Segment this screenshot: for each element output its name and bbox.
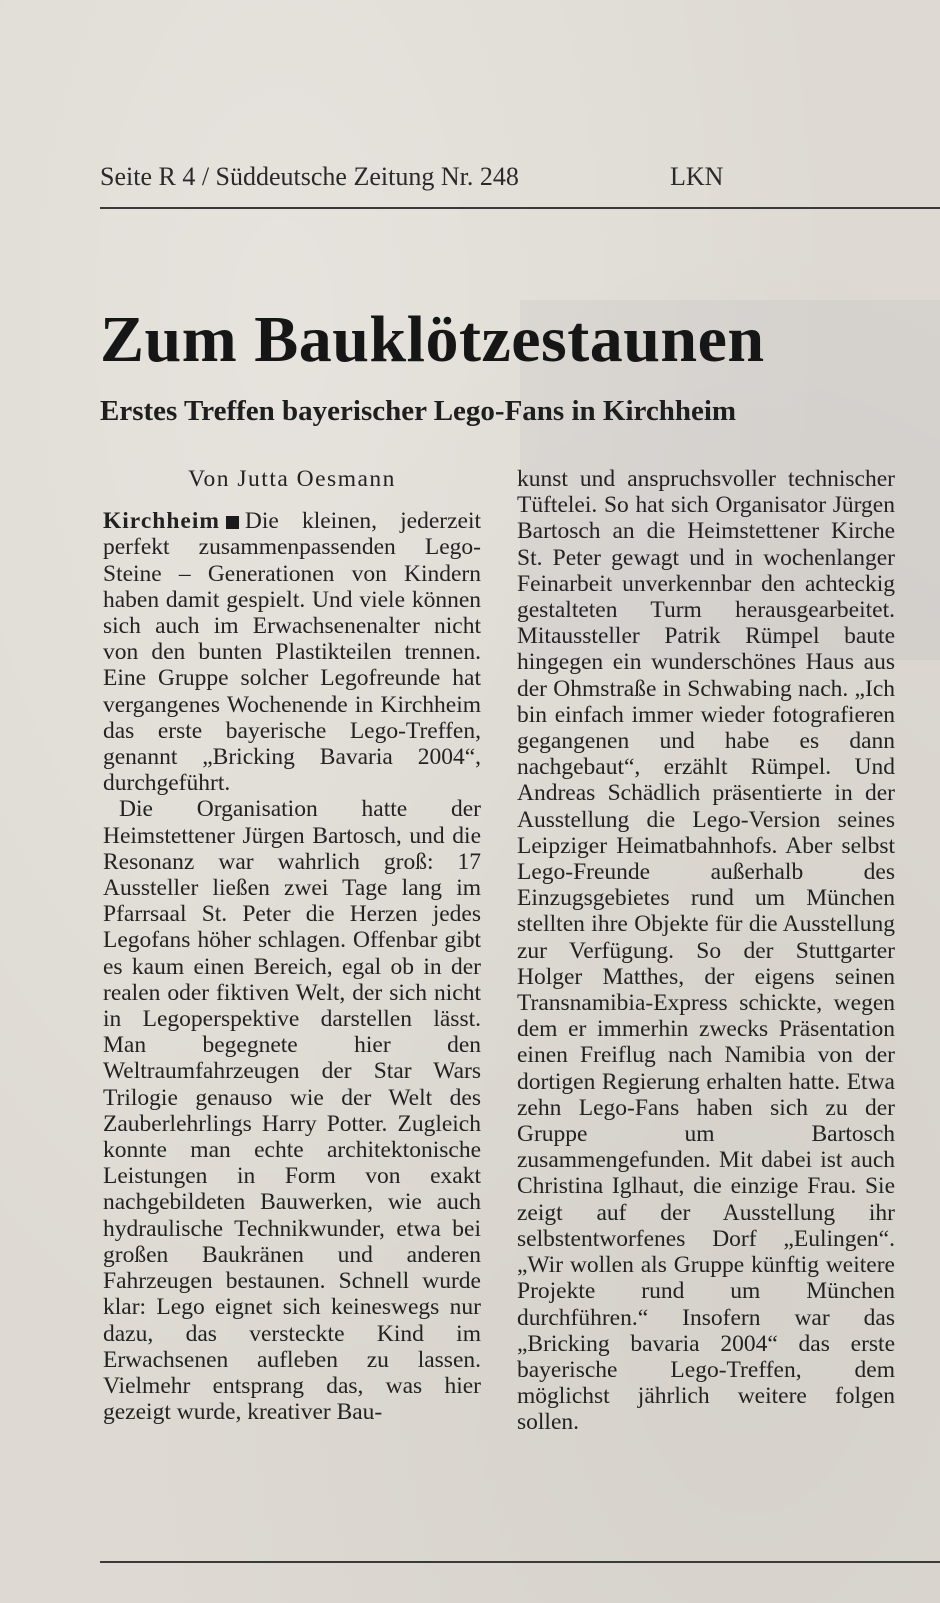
footer-rule — [100, 1561, 940, 1563]
header-rule — [100, 207, 940, 209]
lead-text: Die kleinen, jederzeit perfekt zusammenpassenden Lego-Steine – Generationen von Kindern haben damit gespielt. Und viele können sich auch im Erwachsenenalter nicht von den bunten Plastikteilen trennen. Eine Gruppe solcher Legofreunde hat vergangenes Wochenende in Kirchheim das erste bayerische Lego-Treffen, genannt „Bricking Bavaria 2004“, durchgeführt. — [103, 508, 481, 797]
edition-code: LKN — [670, 162, 724, 191]
lead-paragraph — [103, 508, 481, 796]
article-column-left — [103, 466, 481, 1425]
square-bullet-icon — [226, 516, 239, 529]
subheadline: Erstes Treffen bayerischer Lego-Fans in Kirchheim — [100, 395, 737, 427]
page-header — [100, 162, 940, 202]
body-paragraph-continued: kunst und anspruchsvoller technischer Tüftelei. So hat sich Organisator Jürgen Bartosch an die Heimstettener Kirche St. Peter gewagt und in wochenlanger Feinarbeit unverkennbar den achteckig gestalteten Turm herausgearbeitet. Mitaussteller Patrik Rümpel baute hingegen ein wunderschönes Haus aus der Ohmstraße in Schwabing nach. „Ich bin einfach immer wieder fotografieren gegangenen und habe es dann nachgebaut“, erzählt Rümpel. Und Andreas Schädlich präsentierte in der Ausstellung die Lego-Version seines Leipziger Heimatbahnhofs. Aber selbst Lego-Freunde außerhalb des Einzugsgebietes rund um München stellten ihre Objekte für die Ausstellung zur Verfügung. So der Stuttgarter Holger Matthes, der eigens seinen Transnamibia-Express schickte, wegen dem er immerhin zwecks Präsentation einen Freiflug nach Namibia von der dortigen Regierung erhalten hatte. Etwa zehn Lego-Fans haben sich zu der Gruppe um Bartosch zusammengefunden. Mit dabei ist auch Christina Iglhaut, die einzige Frau. Sie zeigt auf der Ausstellung ihr selbstentworfenes Dorf „Eulingen“. „Wir wollen als Gruppe künftig weitere Projekte rund um München durchführen.“ Insofern war das „Bricking bavaria 2004“ das erste bayerische Lego-Treffen, dem möglichst jährlich weitere folgen sollen. — [517, 466, 895, 1436]
body-paragraph: Die Organisation hatte der Heimstettener Jürgen Bartosch, und die Resonanz war wahrlich groß: 17 Aussteller ließen zwei Tage lang im Pfarrsaal St. Peter die Herzen jedes Legofans höher schlagen. Offenbar gibt es kaum einen Bereich, egal ob in der realen oder fiktiven Welt, der sich nicht in Legoperspektive darstellen lässt. Man begegnete hier den Weltraumfahrzeugen der Star Wars Trilogie genauso wie der Welt des Zauberlehrlings Harry Potter. Zugleich konnte man echte architektonische Leistungen in Form von exakt nachgebildeten Bauwerken, wie auch hydraulische Technikwunder, etwa bei großen Baukränen und anderen Fahrzeugen bestaunen. Schnell wurde klar: Lego eignet sich keineswegs nur dazu, das versteckte Kind im Erwachsenen aufleben zu lassen. Vielmehr entsprang das, was hier gezeigt wurde, kreativer Bau- — [103, 796, 481, 1426]
byline: Von Jutta Oesmann — [188, 466, 396, 492]
article-column-right — [517, 466, 895, 1436]
headline: Zum Bauklötzestaunen — [100, 303, 765, 376]
page-reference: Seite R 4 / Süddeutsche Zeitung Nr. 248 — [100, 162, 519, 191]
dateline: Kirchheim — [103, 508, 220, 535]
